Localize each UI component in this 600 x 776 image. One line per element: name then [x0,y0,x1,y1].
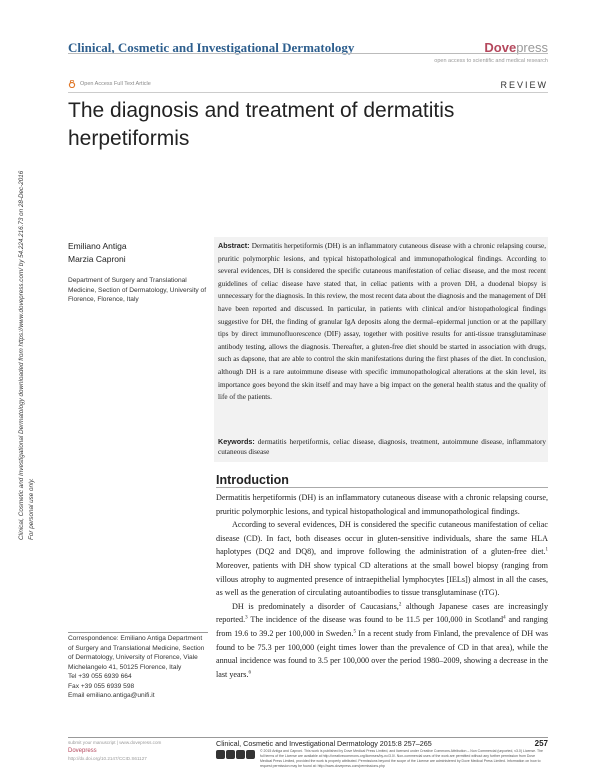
doi-link[interactable]: http://dx.doi.org/10.2147/CCID.S61127 [68,756,147,761]
abstract [218,240,546,404]
license-text: © 2015 Antiga and Caproni. This work is published by Dove Medical Press Limited, and licensed under Creative Commons Attribution – Non Commercial (unported, v3.0) License. The full terms of the License are available at http://creativecommons.org/licenses/by-nc/3.0/. Non-commercial uses of the work are permitted without any further permission from Dove Medical Press Limited, provided the work is properly attributed. Permissions beyond the scope of the License are administered by Dove Medical Press Limited. Information on how to request permission may be found at: http://www.dovepress.com/permissions.php [260,749,543,768]
correspondence-fax: Fax +39 055 6939 598 [68,682,135,690]
reference-link[interactable]: 6 [248,670,251,675]
footer-citation: Clinical, Cosmetic and Investigational Dermatology 2015:8 257–265 [216,739,432,748]
reference-link[interactable]: 4 [503,615,506,621]
article-title: The diagnosis and treatment of dermatitis herpetiformis [68,99,455,150]
correspondence-rule [68,632,208,633]
section-heading: Introduction [216,473,289,487]
text-span: DH is predominately a disorder of Caucasians, [232,601,399,611]
cc-nc-icon [236,750,245,759]
text-span: although Japanese cases are increasingly reported. [216,601,549,625]
reference-link[interactable]: 1 [545,547,548,553]
keywords [218,437,546,457]
correspondence [68,634,208,701]
affiliation: Department of Surgery and Translational Medicine, Section of Dermatology, University of Florence, Florence, Italy [68,277,207,303]
publisher-tagline: open access to scientific and medical research [434,58,548,64]
body-text [216,491,548,681]
open-access-row [68,80,151,88]
reference-link[interactable]: 5 [353,629,356,635]
download-side-note [6,110,46,640]
journal-title[interactable]: Clinical, Cosmetic and Investigational Dermatology [68,40,355,55]
correspondence-address: Correspondence: Emiliano Antiga Department of Surgery and Translational Medicine, Section of Dermatology, University of Florence, Viale Michelangelo 41, 50125 Florence, Italy [68,635,205,671]
side-note-line2: For personal use only. [28,478,35,540]
section-label: REVIEW [500,80,548,90]
reference-link[interactable]: 3 [245,615,248,621]
keywords-label: Keywords: [218,437,255,446]
section-rule [68,92,548,93]
footer-left [68,739,208,763]
footer-rule [68,737,548,738]
cc-badge-icon [246,750,255,759]
cc-by-icon [226,750,235,759]
side-note-line1: Clinical, Cosmetic and Investigational Dermatology downloaded from https://www.dovepress.com/ by 54.224.216.73 on 28-Dec-2016 [18,170,25,540]
text-span: According to several evidences, DH is considered the specific cutaneous manifestation of celiac disease (CD). In fact, both diseases occur in gluten-sensitive individuals, share the same HLA haplotypes (DQ2 and DQ8), and improve following the administration of a gluten-free diet. [216,520,548,557]
paragraph: Dermatitis herpetiformis (DH) is an inflammatory cutaneous disease with a chronic relapsing course, pruritic polymorphic lesions, and typical histopathological and immunopathological findings. [216,493,548,516]
reference-link[interactable]: 2 [398,602,402,608]
open-access-icon [68,80,76,88]
abstract-label: Abstract: [218,241,250,250]
correspondence-email[interactable]: Email emiliano.antiga@unifi.it [68,692,155,699]
keywords-text: dermatitis herpetiformis, celiac disease, diagnosis, treatment, autoimmune disease, inflammatory cutaneous disease [218,438,547,456]
publisher-logo-part2: press [516,40,548,55]
header-rule [68,53,548,54]
text-span: and ranging from 19.6 to 39.2 per 100,000 in Sweden. [216,615,548,638]
correspondence-tel: Tel +39 055 6939 664 [68,673,132,680]
authors [68,240,127,266]
submit-link[interactable]: submit your manuscript | www.dovepress.com [68,740,162,745]
abstract-text: Dermatitis herpetiformis (DH) is an inflammatory cutaneous disease with a chronic relapsing course, pruritic polymorphic lesions, and typical histopathological and immunopathological findings. According to several evidences, DH is considered the specific cutaneous manifestation of celiac disease, and the most recent guidelines of celiac disease have stated that, in celiac patients with a proven DH, a duodenal biopsy is unnecessary for the diagnosis. In this review, the most recent data about the diagnosis and the management of DH have been reported and discussed. In particular, in patients with clinical and/or histopathological findings suggestive for DH, the finding of granular IgA deposits along the dermal–epidermal junction or at the papillary tips by direct immunofluorescence (DIF) assay, together with positive results for anti-tissue transglutaminase antibody testing, allows the diagnosis. Thereafter, a gluten-free diet should be started in association with drugs, such as dapsone, that are able to control the skin manifestations during the first phases of the diet. In conclusion, although DH is a rare autoimmune disease with specific immunopathological alterations at the skin level, its importance goes beyond the skin itself and may have a big impact on the general health status and the quality of life of the patients. [218,242,547,402]
page-number: 257 [534,739,548,748]
heading-rule [216,487,548,488]
author-name: Marzia Caproni [68,254,126,264]
paragraph [216,518,548,600]
cc-license-icon[interactable] [216,750,255,759]
author-name: Emiliano Antiga [68,241,127,251]
open-access-label: Open Access Full Text Article [80,81,151,87]
text-span: Moreover, patients with DH show typical CD alterations at the small bowel biopsy (ranging from villous atrophy to augmented presence of intraepithelial lymphocytes [IELs]) almost in all the cases, as well as the generation of circulating autoantibodies to tissue transglutaminase (tTG). [216,560,548,598]
paragraph [216,600,548,682]
text-span: The incidence of the disease was found to be 11.5 per 100,000 in Scotland [247,615,504,625]
publisher-logo-part1: Dove [484,40,517,55]
text-span: In a recent study from Finland, the prevalence of DH was found to be 75.3 per 100,000 (eight times lower than the prevalence of CD in that area), while the annual incidence was found to 3.5 per 100,000 over the period 1980–2009, showing a decrease in the last years. [216,628,548,679]
footer-publisher[interactable]: Dovepress [68,748,97,754]
cc-icon [216,750,225,759]
